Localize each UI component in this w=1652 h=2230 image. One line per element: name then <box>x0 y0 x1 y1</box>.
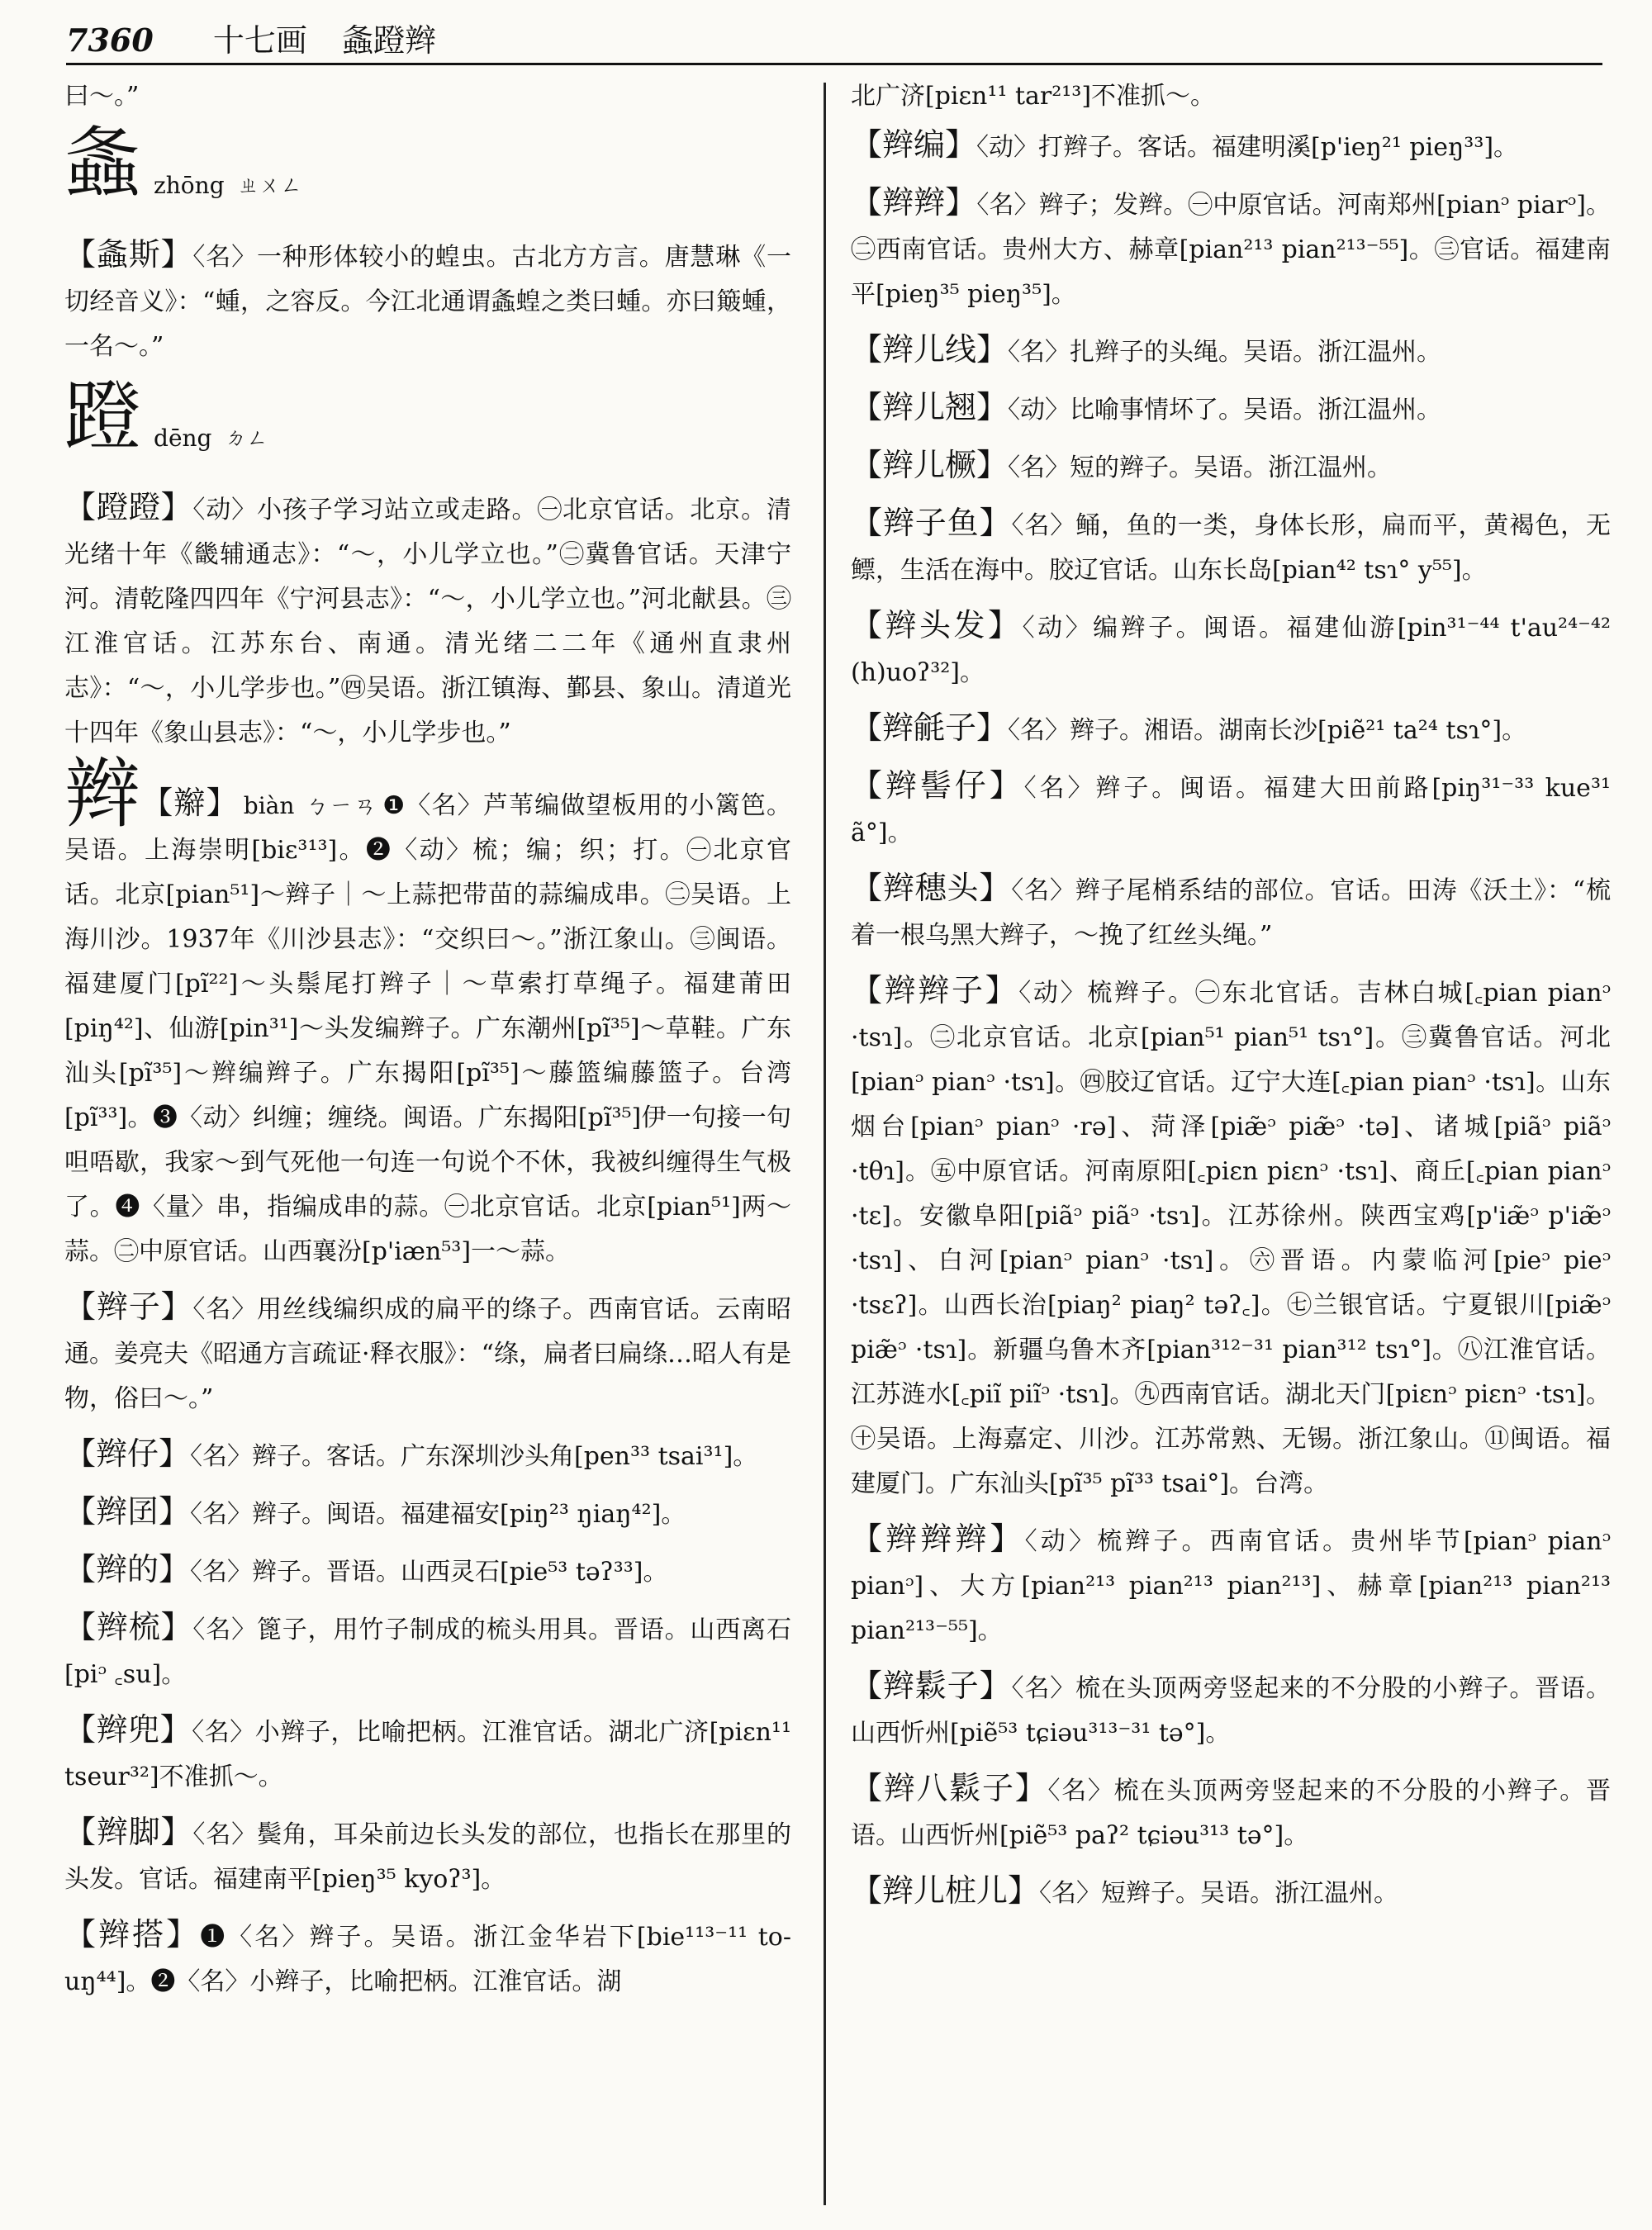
entry-definition: 〈动〉梳辫子。西南官话。贵州毕节[pianᵓ pianᵓ pianᵓ]、大方[pian²¹³ pian²¹³ pian²¹³]、赫章[pian²¹³ pian²¹³ pian²¹³⁻⁵⁵]。 <box>851 1527 1611 1645</box>
dictionary-entry <box>851 180 1611 317</box>
dictionary-entry <box>851 763 1611 856</box>
entry-definition: 〈名〉辫子。闽语。福建大田前路[piŋ³¹⁻³³ kue³¹ ã°]。 <box>851 774 1611 847</box>
dictionary-entry <box>851 1766 1611 1858</box>
entry-headword: 【辫辫】 <box>851 184 977 221</box>
dictionary-entry <box>64 1547 791 1595</box>
head-pinyin: dēng <box>154 425 212 452</box>
entry-definition: 〈动〉打辫子。客话。福建明溪[p'ieŋ²¹ pieŋ³³]。 <box>976 133 1519 162</box>
entry-definition: 〈名〉梳在头顶两旁竖起来的不分股的小辫子。晋语。山西忻州[piẽ⁵³ tɕiəu³¹³⁻³¹ tə°]。 <box>851 1674 1611 1748</box>
entry-definition: 〈名〉梳在头顶两旁竖起来的不分股的小辫子。晋语。山西忻州[piẽ⁵³ paʔ² tɕiəu³¹³ tə°]。 <box>851 1777 1611 1850</box>
left-column <box>64 74 791 2014</box>
entry-headword: 【辫头发】 <box>851 607 1023 643</box>
dictionary-entry <box>851 1868 1611 1916</box>
dictionary-entry <box>851 705 1611 753</box>
entry-headword: 【辫囝】 <box>64 1493 191 1530</box>
entry-definition: 〈名〉篦子，用竹子制成的梳头用具。晋语。山西离石[piᵓ ꜀su]。 <box>64 1616 791 1689</box>
entry-definition: 〈名〉小辫子，比喻把柄。江淮官话。湖北广济[piɛn¹¹ tseur³²]不准抓～。 <box>64 1718 791 1791</box>
entry-definition: 〈名〉辫子。闽语。福建福安[piŋ²³ ŋiaŋ⁴²]。 <box>190 1500 686 1529</box>
dictionary-entry <box>851 1516 1611 1654</box>
entry-definition: 〈动〉小孩子学习站立或走路。㊀北京官话。北京。清光绪十年《畿辅通志》：“～，小儿学立也。”㊁冀鲁官话。天津宁河。清乾隆四四年《宁河县志》：“～，小儿学立也。”河北献县。㊂江淮官话。江苏东台、南通。清光绪二二年《通州直隶州志》：“～，小儿学步也。”㊃吴语。浙江镇海、鄞县、象山。清道光十四年《象山县志》：“～，小儿学步也。” <box>64 496 791 747</box>
dictionary-entry <box>851 122 1611 170</box>
entry-headword: 【辫辫辫】 <box>851 1521 1025 1557</box>
continuation-text: 北广济[piɛn¹¹ tar²¹³]不准抓～。 <box>851 82 1216 111</box>
head-char: 辫 <box>64 750 142 838</box>
entry-headword: 【辫子】 <box>64 1288 193 1325</box>
dictionary-entry <box>851 443 1611 491</box>
entry-headword: 【辫穗头】 <box>851 870 1012 906</box>
entry-definition: 〈名〉用丝线编织成的扁平的绦子。西南官话。云南昭通。姜亮夫《昭通方言疏证·释衣服》：“绦，扁者曰扁绦…昭人有是物，俗曰～。” <box>64 1295 791 1413</box>
dictionary-entry <box>851 968 1611 1506</box>
entry-definition: 〈名〉扎辫子的头绳。吴语。浙江温州。 <box>1008 338 1442 367</box>
head-zhuyin: ㄅㄧㄢ <box>304 792 378 819</box>
entry-headword: 【辫仔】 <box>64 1435 191 1472</box>
entry-definition: 〈动〉编辫子。闽语。福建仙游[pin³¹⁻⁴⁴ t'au²⁴⁻⁴² (h)uoʔ³²]。 <box>851 614 1611 687</box>
dictionary-entry <box>851 327 1611 375</box>
entry-definition: 〈名〉辫子尾梢系结的部位。官话。田涛《沃土》：“梳着一根乌黑大辫子，～挽了红丝头绳。” <box>851 876 1611 950</box>
entry-headword: 【辫的】 <box>64 1551 191 1587</box>
continuation-text: 曰～。” <box>64 82 140 111</box>
entry-definition: 〈名〉辫子。客话。广东深圳沙头角[pen³³ tsai³¹]。 <box>190 1442 758 1471</box>
entry-headword: 【辫八鬏子】 <box>851 1770 1048 1806</box>
entry-definition: 〈名〉辫子；发辫。㊀中原官话。河南郑州[pianᵓ piarᵓ]。㊁西南官话。贵州大方、赫章[pian²¹³ pian²¹³⁻⁵⁵]。㊂官话。福建南平[pieŋ³⁵ pieŋ³⁵]。 <box>851 191 1611 309</box>
entry-definition: 〈名〉鬓角，耳朵前边长头发的部位，也指长在那里的头发。官话。福建南平[pieŋ³⁵ kyoʔ³]。 <box>64 1820 791 1894</box>
entry-definition: 〈动〉比喻事情坏了。吴语。浙江温州。 <box>1008 396 1442 425</box>
entry-definition: 〈名〉一种形体较小的蝗虫。古北方方言。唐慧琳《一切经音义》：“蝩，之容反。今江北通谓螽蝗之类曰蝩。亦曰簸蝩，一名～。” <box>64 242 791 361</box>
dictionary-entry <box>851 603 1611 695</box>
entry-headword: 【辫脚】 <box>64 1814 193 1850</box>
dictionary-entry <box>64 1489 791 1537</box>
entry-headword: 【辫儿桩儿】 <box>851 1872 1040 1909</box>
column-divider <box>824 83 826 2205</box>
dictionary-entry <box>64 1605 791 1697</box>
stroke-section: 十七画 <box>212 22 307 59</box>
entry-headword: 【辫兜】 <box>64 1711 192 1748</box>
variant-form: 【辮】 <box>141 785 239 821</box>
entry-headword: 【辫梳】 <box>64 1609 193 1645</box>
dictionary-entry <box>64 1284 791 1421</box>
dictionary-entry <box>851 1663 1611 1756</box>
entry-definition: 〈名〉鲬，鱼的一类，身体长形，扁而平，黄褐色，无鳔，生活在海中。胶辽官话。山东长岛[pian⁴² tsɿ° y⁵⁵]。 <box>851 511 1611 585</box>
entry-definition: 〈动〉梳辫子。㊀东北官话。吉林白城[꜀pian pianᵓ ·tsɿ]。㊁北京官话。北京[pian⁵¹ pian⁵¹ tsɿ°]。㊂冀鲁官话。河北[pianᵓ pianᵓ ·tsɿ]。㊃胶辽官话。辽宁大连[꜀pian pianᵓ ·tsɿ]。山东烟台[pianᵓ pianᵓ ·rə]、菏泽[piæ̃ᵓ piæ̃ᵓ ·tə]、诸城[piãᵓ piãᵓ ·tθɿ]。㊄中原官话。河南原阳[꜀piɛn piɛnᵓ ·tsɿ]、商丘[꜀pian pianᵓ ·tɛ]。安徽阜阳[piãᵓ piãᵓ ·tsɿ]。江苏徐州。陕西宝鸡[p'iæ̃ᵓ p'iæ̃ᵓ ·tsɿ]、白河[pianᵓ pianᵓ ·tsɿ]。㊅晋语。内蒙临河[pieᵓ pieᵓ ·tsɛʔ]。山西长治[piaŋ² piaŋ² təʔ꜀]。㊆兰银官话。宁夏银川[piæ̃ᵓ piæ̃ᵓ ·tsɿ]。新疆乌鲁木齐[pian³¹²⁻³¹ pian³¹² tsɿ°]。㊇江淮官话。江苏涟水[꜀piĩ piĩᵓ ·tsɿ]。㊈西南官话。湖北天门[piɛnᵓ piɛnᵓ ·tsɿ]。㊉吴语。上海嘉定、川沙。江苏常熟、无锡。浙江象山。⑪闽语。福建厦门。广东汕头[pĩ³⁵ pĩ³³ tsai°]。台湾。 <box>851 979 1611 1498</box>
page-number: 7360 <box>66 21 154 59</box>
dictionary-entry <box>64 1707 791 1800</box>
entry-headword: 【蹬蹬】 <box>64 489 193 525</box>
head-zhuyin: ㄉㄥ <box>225 426 268 451</box>
entry-definition: 〈名〉短的辫子。吴语。浙江温州。 <box>1008 453 1393 482</box>
entry-headword: 【辫鬏子】 <box>851 1668 1012 1704</box>
entry-headword: 【辫搭】 <box>64 1916 201 1952</box>
entry-headword: 【辫子鱼】 <box>851 505 1012 541</box>
entry-headword: 【辫髻仔】 <box>851 767 1024 804</box>
dictionary-entry <box>64 1912 791 2005</box>
entry-headword: 【辫儿线】 <box>851 331 1009 368</box>
entry-definition: 〈名〉辫子。晋语。山西灵石[pie⁵³ təʔ³³]。 <box>190 1558 668 1587</box>
entry-headword: 【辫儿翘】 <box>851 389 1009 425</box>
head-pinyin: zhōng <box>154 171 225 199</box>
dictionary-entry <box>851 501 1611 593</box>
right-column <box>851 74 1611 1926</box>
entry-headword: 【辫毹子】 <box>851 709 1009 746</box>
entry-headword: 【辫辫子】 <box>851 972 1019 1008</box>
head-char: 蹬 <box>64 372 141 461</box>
entry-headword: 【辫编】 <box>851 126 977 163</box>
dictionary-entry <box>851 385 1611 433</box>
dictionary-entry <box>64 1810 791 1902</box>
dictionary-entry <box>64 1431 791 1479</box>
head-char: 螽 <box>64 119 141 207</box>
entry-headword: 【辫儿橛】 <box>851 447 1009 483</box>
head-character-bian <box>64 750 791 1274</box>
dictionary-entry <box>64 232 791 369</box>
page-header <box>66 18 1602 65</box>
head-character <box>64 372 791 477</box>
entry-definition: 〈名〉辫子。湘语。湖南长沙[piẽ²¹ ta²⁴ tsɿ°]。 <box>1008 716 1527 745</box>
head-character <box>64 119 791 224</box>
header-chars: 螽蹬辫 <box>341 22 436 59</box>
entry-definition: 〈名〉短辫子。吴语。浙江温州。 <box>1039 1879 1399 1908</box>
dictionary-entry <box>851 866 1611 958</box>
dictionary-entry <box>64 485 791 756</box>
head-zhuyin: ㄓㄨㄥ <box>237 173 302 198</box>
head-pinyin: biàn <box>243 792 295 819</box>
entry-definition: ❶〈名〉芦苇编做望板用的小篱笆。吴语。上海崇明[biɛ³¹³]。❷〈动〉梳；编；织；打。㊀北京官话。北京[pian⁵¹]～辫子｜～上蒜把带苗的蒜编成串。㊁吴语。上海川沙。1937年《川沙县志》：“交织曰～。”浙江象山。㊂闽语。福建厦门[pĩ²²]～头鬃尾打辫子｜～草索打草绳子。福建莆田[piŋ⁴²]、仙游[pin³¹]～头发编辫子。广东潮州[pĩ³⁵]～草鞋。广东汕头[pĩ³⁵]～辫编辫子。广东揭阳[pĩ³⁵]～藤篮编藤篮子。台湾[pĩ³³]。❸〈动〉纠缠；缠绕。闽语。广东揭阳[pĩ³⁵]伊一句接一句呾唔歇，我家～到气死他一句连一句说个不休，我被纠缠得生气极了。❹〈量〉串，指编成串的蒜。㊀北京官话。北京[pian⁵¹]两～蒜。㊁中原官话。山西襄汾[p'iæn⁵³]一～蒜。 <box>64 791 791 1266</box>
entry-definition: ❶〈名〉辫子。吴语。浙江金华岩下[bie¹¹³⁻¹¹ to-uŋ⁴⁴]。❷〈名〉小辫子，比喻把柄。江淮官话。湖 <box>64 1923 791 1996</box>
entry-headword: 【螽斯】 <box>64 235 193 273</box>
